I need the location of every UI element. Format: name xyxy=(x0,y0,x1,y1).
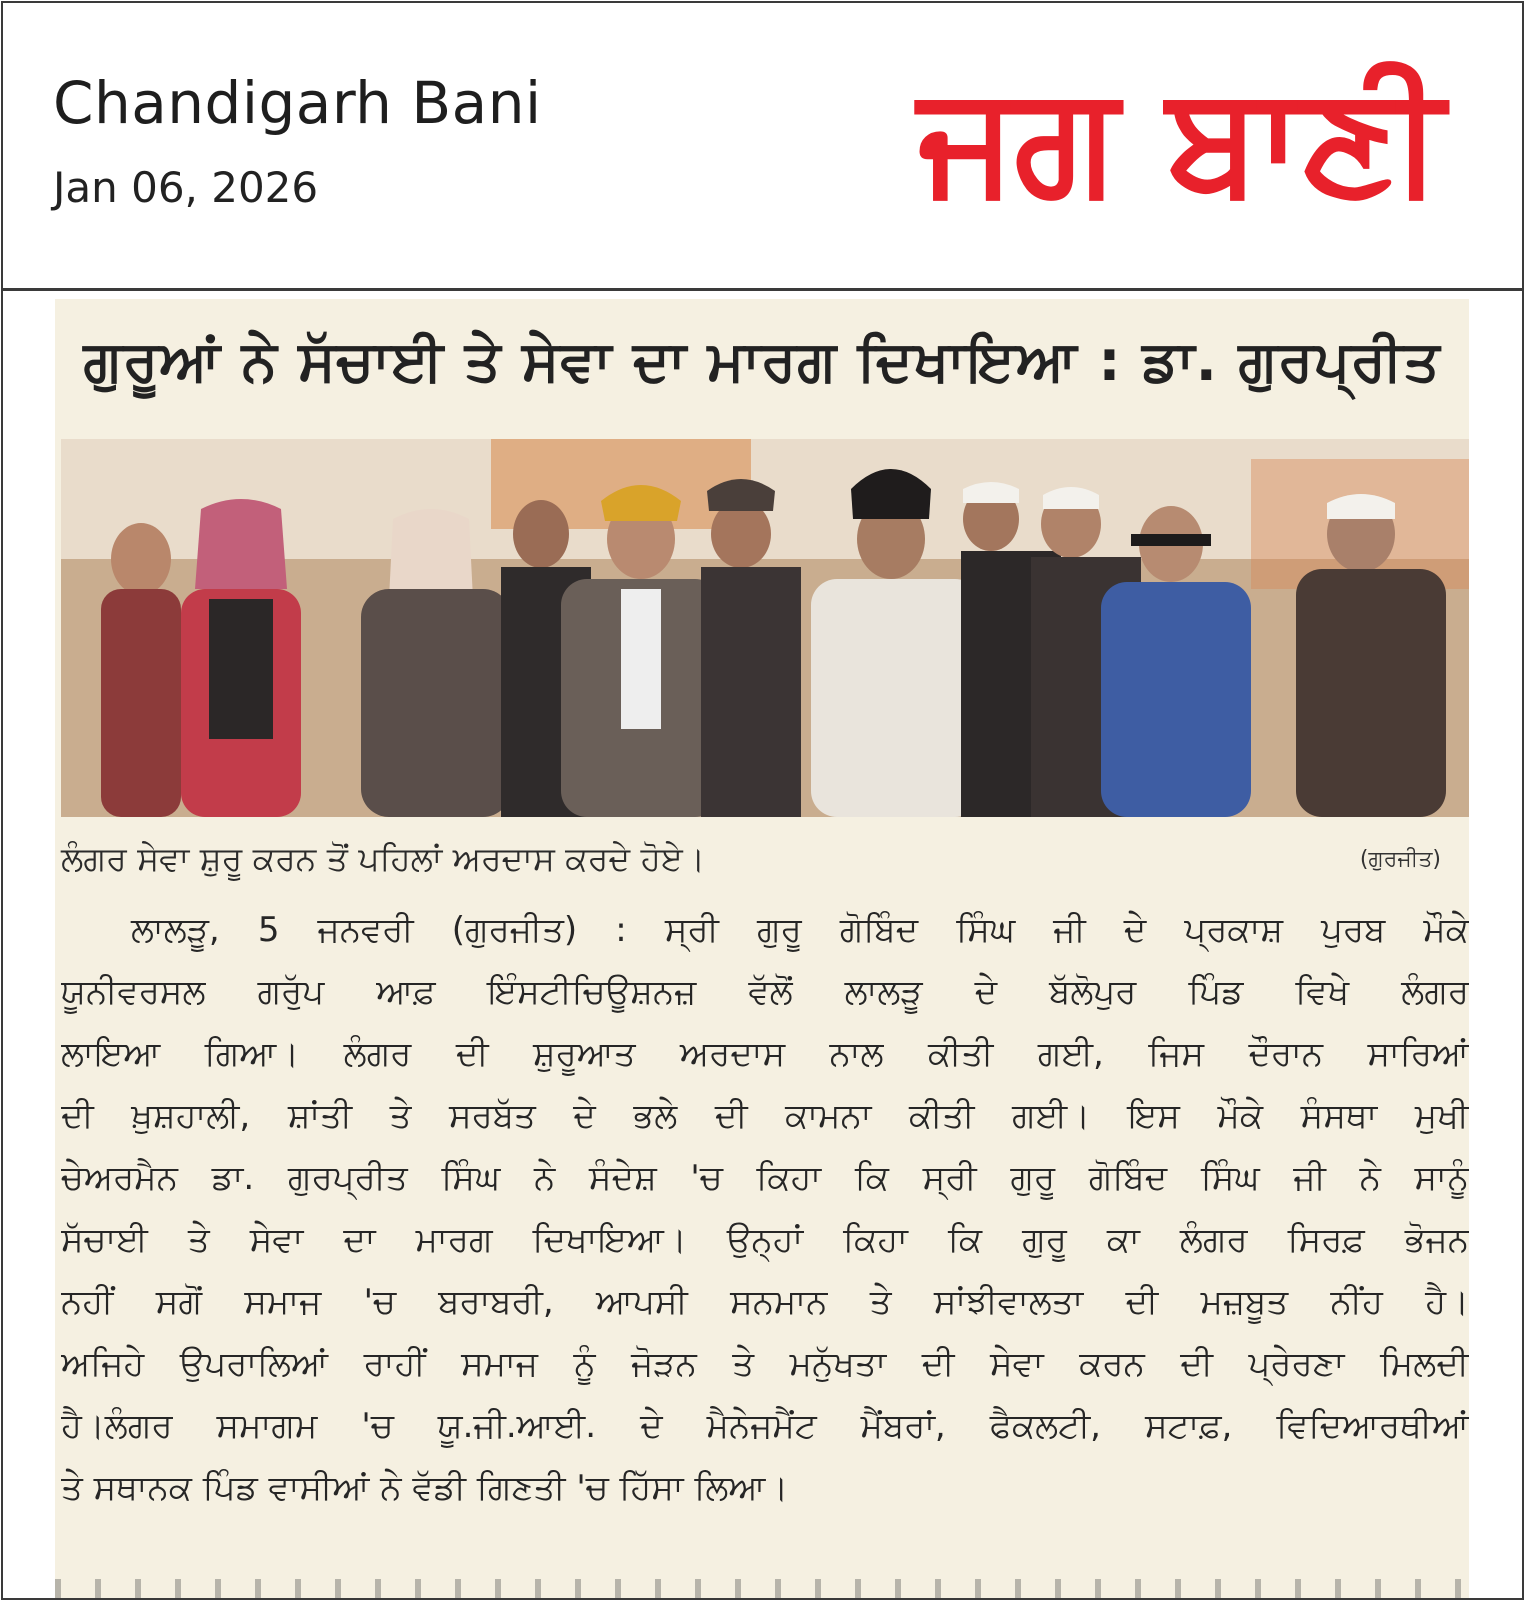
body-line: ਸੱਚਾਈ ਤੇ ਸੇਵਾ ਦਾ ਮਾਰਗ ਦਿਖਾਇਆ। ਉਨ੍ਹਾਂ ਕਿਹਾ ਕਿ ਗੁਰੂ ਕਾ ਲੰਗਰ ਸਿਰਫ਼ ਭੋਜਨ xyxy=(61,1220,1469,1260)
body-line: ਲਾਲੜੂ, 5 ਜਨਵਰੀ (ਗੁਰਜੀਤ) : ਸ੍ਰੀ ਗੁਰੂ ਗੋਬਿੰਦ ਸਿੰਘ ਜੀ ਦੇ ਪ੍ਰਕਾਸ਼ ਪੁਰਬ ਮੌਕੇ xyxy=(131,910,1469,950)
header xyxy=(3,3,1522,291)
body-line: ਚੇਅਰਮੈਨ ਡਾ. ਗੁਰਪ੍ਰੀਤ ਸਿੰਘ ਨੇ ਸੰਦੇਸ਼ 'ਚ ਕਿਹਾ ਕਿ ਸ੍ਰੀ ਗੁਰੂ ਗੋਬਿੰਦ ਸਿੰਘ ਜੀ ਨੇ ਸਾਨੂੰ xyxy=(61,1158,1469,1198)
cut-off-next-line xyxy=(55,1579,1469,1599)
article-photo xyxy=(61,439,1469,817)
publication-date: Jan 06, 2026 xyxy=(53,163,319,212)
newspaper-logo: ਜਗ ਬਾਣੀ xyxy=(918,53,1442,227)
group-photo-illustration xyxy=(61,439,1469,817)
body-line: ਲਾਇਆ ਗਿਆ। ਲੰਗਰ ਦੀ ਸ਼ੁਰੂਆਤ ਅਰਦਾਸ ਨਾਲ ਕੀਤੀ ਗਈ, ਜਿਸ ਦੌਰਾਨ ਸਾਰਿਆਂ xyxy=(61,1034,1469,1074)
photo-credit: (ਗੁਰਜੀਤ) xyxy=(1359,847,1441,872)
article-body xyxy=(61,899,1469,1519)
clipping-frame xyxy=(1,1,1524,1600)
body-line: ਤੇ ਸਥਾਨਕ ਪਿੰਡ ਵਾਸੀਆਂ ਨੇ ਵੱਡੀ ਗਿਣਤੀ 'ਚ ਹਿੱਸਾ ਲਿਆ। xyxy=(61,1468,789,1508)
body-line: ਅਜਿਹੇ ਉਪਰਾਲਿਆਂ ਰਾਹੀਂ ਸਮਾਜ ਨੂੰ ਜੋੜਨ ਤੇ ਮਨੁੱਖਤਾ ਦੀ ਸੇਵਾ ਕਰਨ ਦੀ ਪ੍ਰੇਰਣਾ ਮਿਲਦੀ xyxy=(61,1344,1469,1384)
publication-name: Chandigarh Bani xyxy=(53,69,542,137)
body-line: ਦੀ ਖ਼ੁਸ਼ਹਾਲੀ, ਸ਼ਾਂਤੀ ਤੇ ਸਰਬੱਤ ਦੇ ਭਲੇ ਦੀ ਕਾਮਨਾ ਕੀਤੀ ਗਈ। ਇਸ ਮੌਕੇ ਸੰਸਥਾ ਮੁਖੀ xyxy=(61,1096,1469,1136)
body-line: ਯੂਨੀਵਰਸਲ ਗਰੁੱਪ ਆਫ਼ ਇੰਸਟੀਚਿਊਸ਼ਨਜ਼ ਵੱਲੋਂ ਲਾਲੜੂ ਦੇ ਬੱਲੋਪੁਰ ਪਿੰਡ ਵਿਖੇ ਲੰਗਰ xyxy=(61,972,1469,1012)
newspaper-clipping xyxy=(55,299,1469,1599)
photo-caption: ਲੰਗਰ ਸੇਵਾ ਸ਼ੁਰੂ ਕਰਨ ਤੋਂ ਪਹਿਲਾਂ ਅਰਦਾਸ ਕਰਦੇ ਹੋਏ। xyxy=(61,839,706,878)
body-line: ਹੈ।ਲੰਗਰ ਸਮਾਗਮ 'ਚ ਯੂ.ਜੀ.ਆਈ. ਦੇ ਮੈਨੇਜਮੈਂਟ ਮੈਂਬਰਾਂ, ਫੈਕਲਟੀ, ਸਟਾਫ਼, ਵਿਦਿਆਰਥੀਆਂ xyxy=(61,1406,1469,1446)
article-headline: ਗੁਰੂਆਂ ਨੇ ਸੱਚਾਈ ਤੇ ਸੇਵਾ ਦਾ ਮਾਰਗ ਦਿਖਾਇਆ : ਡਾ. ਗੁਰਪ੍ਰੀਤ xyxy=(83,329,1441,394)
body-line: ਨਹੀਂ ਸਗੋਂ ਸਮਾਜ 'ਚ ਬਰਾਬਰੀ, ਆਪਸੀ ਸਨਮਾਨ ਤੇ ਸਾਂਝੀਵਾਲਤਾ ਦੀ ਮਜ਼ਬੂਤ ਨੀਂਹ ਹੈ। xyxy=(61,1282,1469,1322)
